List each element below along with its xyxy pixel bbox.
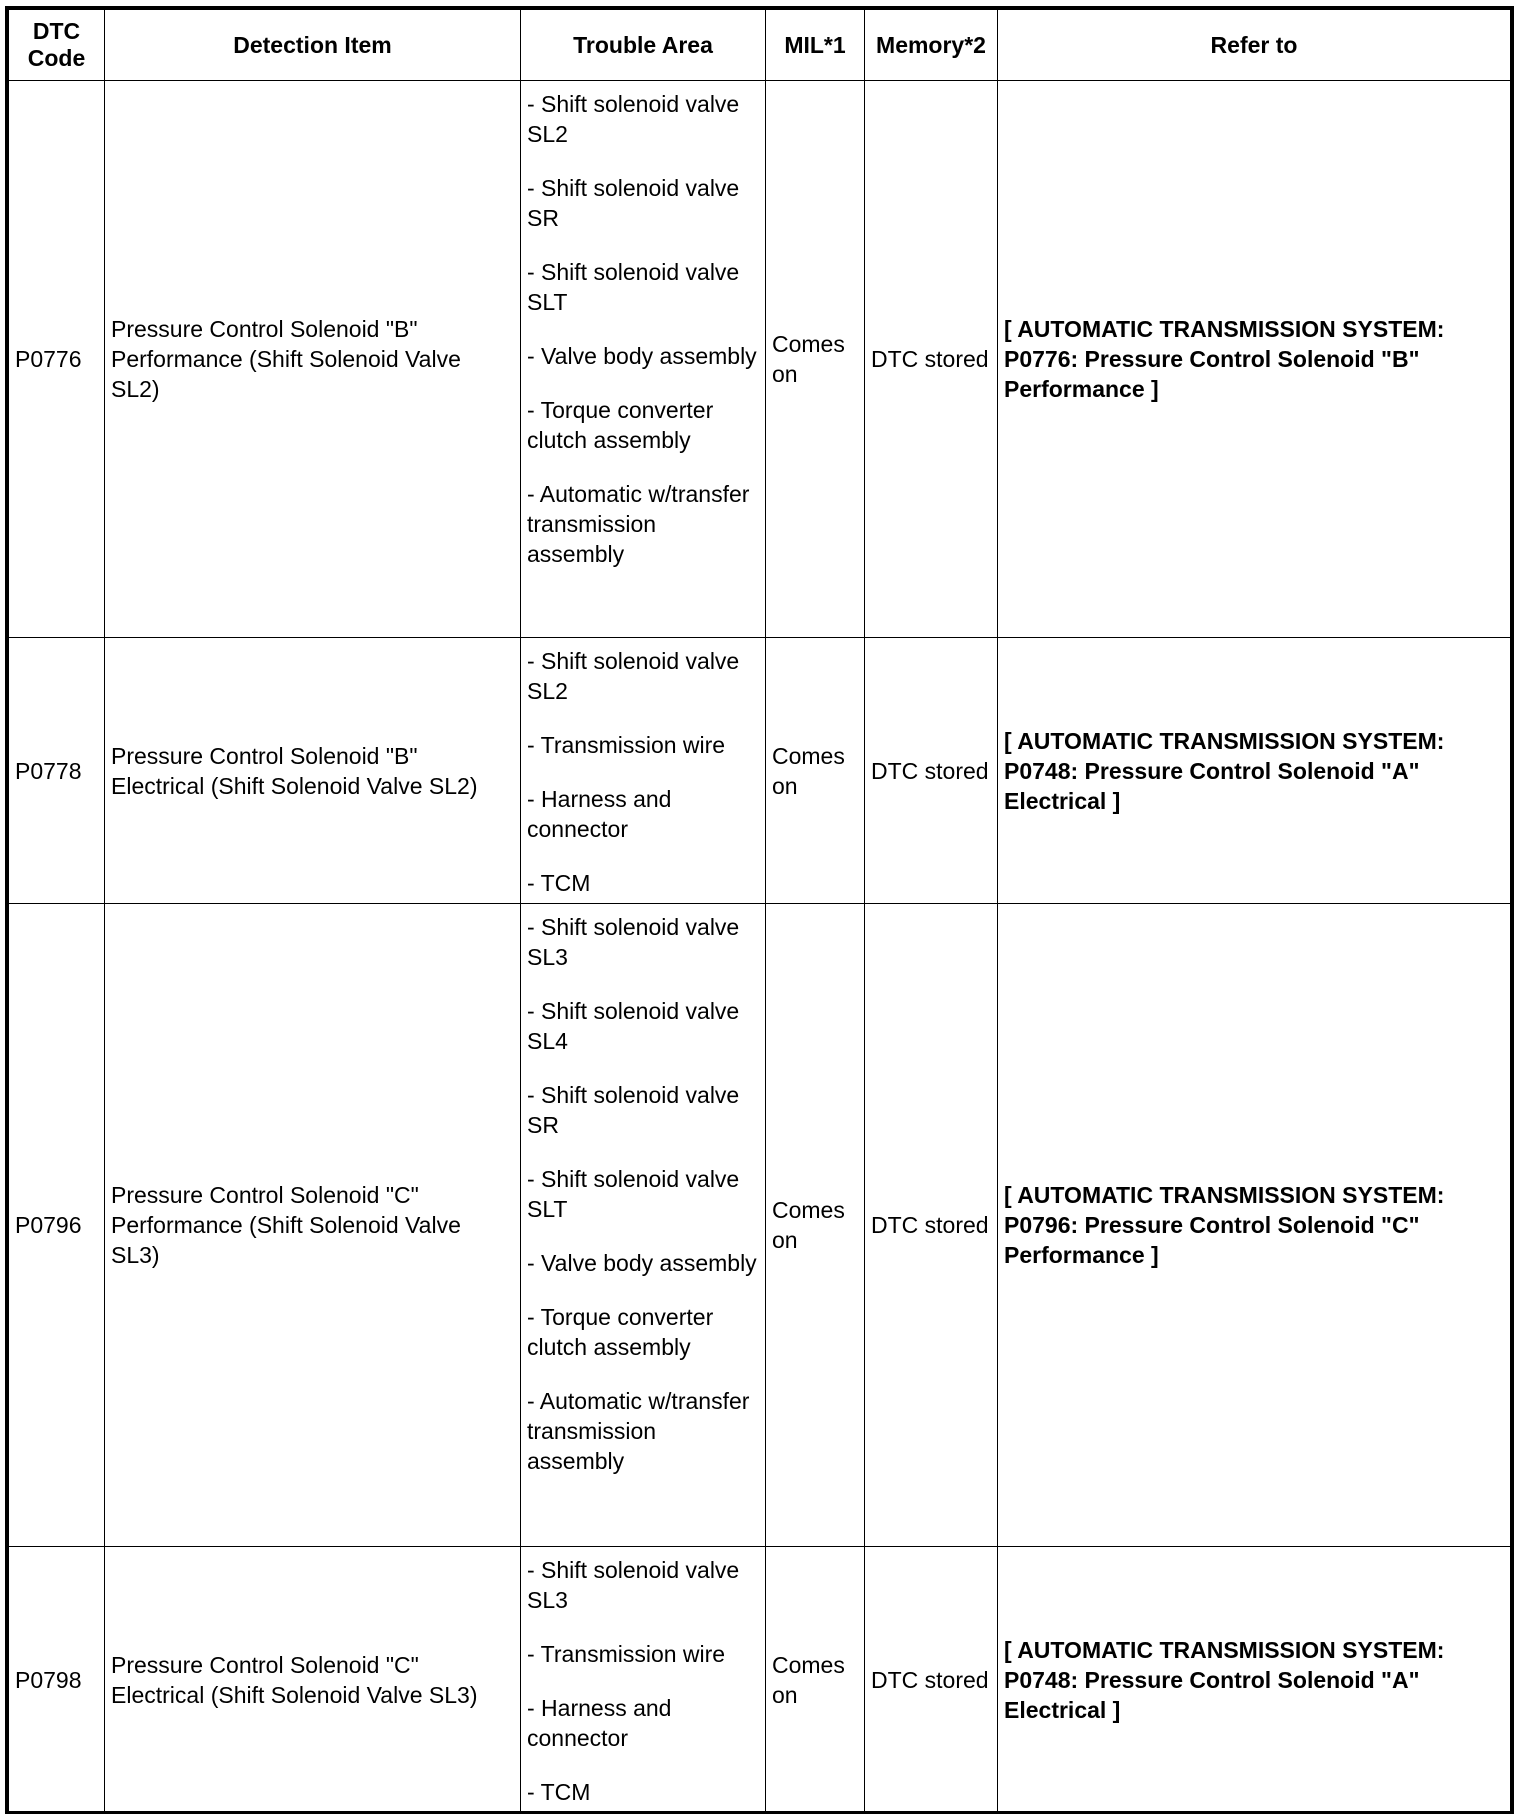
trouble-area-item: - TCM bbox=[527, 1779, 591, 1805]
refer-to-cell: [ AUTOMATIC TRANSMISSION SYSTEM: P0776: Pressure Control Solenoid "B" Performance ] bbox=[998, 81, 1511, 638]
header-memory: Memory*2 bbox=[865, 10, 998, 81]
header-trouble-area: Trouble Area bbox=[521, 10, 766, 81]
header-refer-to: Refer to bbox=[998, 10, 1511, 81]
header-dtc-code: DTC Code bbox=[9, 10, 105, 81]
memory-cell: DTC stored bbox=[865, 638, 998, 904]
trouble-area-item: - Valve body assembly bbox=[527, 343, 757, 369]
trouble-area-cell bbox=[521, 638, 766, 904]
table-header-row bbox=[9, 10, 1511, 81]
refer-to-cell: [ AUTOMATIC TRANSMISSION SYSTEM: P0796: Pressure Control Solenoid "C" Performance ] bbox=[998, 904, 1511, 1547]
header-mil: MIL*1 bbox=[766, 10, 865, 81]
dtc-table-sheet bbox=[5, 6, 1514, 1814]
trouble-area-item: - Torque converter clutch assembly bbox=[527, 1304, 714, 1360]
trouble-area-item: - Shift solenoid valve SR bbox=[527, 1082, 740, 1138]
dtc-table bbox=[8, 9, 1511, 1813]
detection-item-cell: Pressure Control Solenoid "B" Performance (Shift Solenoid Valve SL2) bbox=[105, 81, 521, 638]
trouble-area-item: - Shift solenoid valve SL2 bbox=[527, 648, 740, 704]
memory-cell: DTC stored bbox=[865, 904, 998, 1547]
dtc-code-cell: P0776 bbox=[9, 81, 105, 638]
table-row bbox=[9, 904, 1511, 1547]
trouble-area-item: - Shift solenoid valve SL4 bbox=[527, 998, 740, 1054]
header-detection-item: Detection Item bbox=[105, 10, 521, 81]
refer-to-cell: [ AUTOMATIC TRANSMISSION SYSTEM: P0748: Pressure Control Solenoid "A" Electrical ] bbox=[998, 638, 1511, 904]
mil-cell: Comes on bbox=[766, 1547, 865, 1813]
trouble-area-item: - Shift solenoid valve SLT bbox=[527, 259, 740, 315]
trouble-area-cell bbox=[521, 81, 766, 638]
trouble-area-item: - Automatic w/transfer transmission assembly bbox=[527, 481, 750, 567]
trouble-area-cell bbox=[521, 1547, 766, 1813]
trouble-area-item: - Valve body assembly bbox=[527, 1250, 757, 1276]
detection-item-cell: Pressure Control Solenoid "C" Performance (Shift Solenoid Valve SL3) bbox=[105, 904, 521, 1547]
dtc-code-cell: P0796 bbox=[9, 904, 105, 1547]
memory-cell: DTC stored bbox=[865, 1547, 998, 1813]
trouble-area-item: - Shift solenoid valve SLT bbox=[527, 1166, 740, 1222]
trouble-area-item: - Automatic w/transfer transmission assembly bbox=[527, 1388, 750, 1474]
mil-cell: Comes on bbox=[766, 638, 865, 904]
detection-item-cell: Pressure Control Solenoid "C" Electrical (Shift Solenoid Valve SL3) bbox=[105, 1547, 521, 1813]
refer-to-cell: [ AUTOMATIC TRANSMISSION SYSTEM: P0748: Pressure Control Solenoid "A" Electrical ] bbox=[998, 1547, 1511, 1813]
detection-item-cell: Pressure Control Solenoid "B" Electrical (Shift Solenoid Valve SL2) bbox=[105, 638, 521, 904]
mil-cell: Comes on bbox=[766, 904, 865, 1547]
table-row bbox=[9, 638, 1511, 904]
trouble-area-cell bbox=[521, 904, 766, 1547]
trouble-area-item: - Transmission wire bbox=[527, 732, 726, 758]
table-row bbox=[9, 81, 1511, 638]
trouble-area-item: - Harness and connector bbox=[527, 1695, 672, 1751]
trouble-area-item: - Torque converter clutch assembly bbox=[527, 397, 714, 453]
table-row bbox=[9, 1547, 1511, 1813]
trouble-area-item: - Harness and connector bbox=[527, 786, 672, 842]
dtc-code-cell: P0798 bbox=[9, 1547, 105, 1813]
trouble-area-item: - Shift solenoid valve SR bbox=[527, 175, 740, 231]
trouble-area-item: - TCM bbox=[527, 870, 591, 896]
trouble-area-item: - Shift solenoid valve SL3 bbox=[527, 1557, 740, 1613]
dtc-code-cell: P0778 bbox=[9, 638, 105, 904]
trouble-area-item: - Shift solenoid valve SL2 bbox=[527, 91, 740, 147]
mil-cell: Comes on bbox=[766, 81, 865, 638]
trouble-area-item: - Transmission wire bbox=[527, 1641, 726, 1667]
trouble-area-item: - Shift solenoid valve SL3 bbox=[527, 914, 740, 970]
memory-cell: DTC stored bbox=[865, 81, 998, 638]
